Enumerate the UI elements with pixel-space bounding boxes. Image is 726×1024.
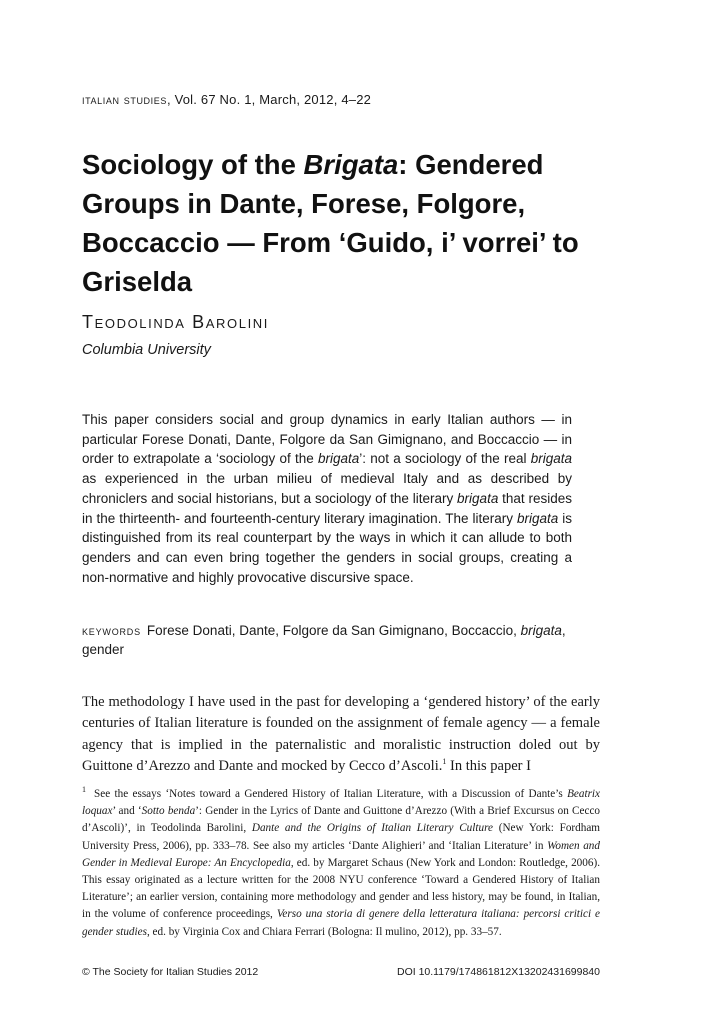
copyright-notice: © The Society for Italian Studies 2012: [82, 966, 259, 978]
body-paragraph: The methodology I have used in the past for developing a ‘gendered history’ of the early centuries of Italian literature is founded on the assignment of female agency — a female agency that is implied in the paternalistic and moralistic instruction doled out by Guittone d’Arezzo and Dante and mocked by Cecco d’Ascoli.$^1$ In this paper I: [82, 694, 600, 774]
keywords-label: keywords: [82, 623, 141, 638]
article-title: Sociology of the Brigata: Gendered Groups in Dante, Forese, Folgore, Boccaccio — From ‘Guido, i’ vorrei’ to Griselda: [82, 149, 579, 297]
footnote-reference[interactable]: 1: [442, 757, 447, 767]
title-italic-word: Brigata: [303, 149, 399, 180]
author-affiliation: Columbia University: [82, 342, 211, 358]
author-name: Teodolinda Barolini: [82, 312, 269, 332]
journal-name: italian studies: [82, 92, 167, 107]
footnote-marker: 1: [82, 785, 86, 795]
doi: DOI 10.1179/174861812X13202431699840: [397, 966, 600, 978]
footnote-1: $^1$ See the essays ‘Notes toward a Gendered History of Italian Literature, with a Discussion of Dante’s Beatrix loquax’ and ‘Sotto benda’: Gender in the Lyrics of Dante and Guittone d’Arezzo (With a Brief Excursus on Cecco d’Ascoli)’, in Teodolinda Barolini, Dante and the Origins of Italian Literary Culture (New York: Fordham University Press, 2006), pp. 333–78. See also my articles ‘Dante Alighieri’ and ‘Italian Literature’ in Women and Gender in Medieval Europe: An Encyclopedia, ed. by Margaret Schaus (New York and London: Routledge, 2006). This essay originated as a lecture written for the 2008 NYU conference ‘Toward a Gendered History of Italian Literature’; an earlier version, containing more methodology and gender and less history, may be found, in Italian, in the volume of conference proceedings, Verso una storia di genere della letteratura italiana: percorsi critici e gender studies, ed. by Virginia Cox and Chiara Ferrari (Bologna: Il mulino, 2012), pp. 33–57.: [82, 785, 601, 938]
citation-details: , Vol. 67 No. 1, March, 2012, 4–22: [166, 92, 372, 107]
journal-citation: [82, 92, 371, 107]
keywords: keywords Forese Donati, Dante, Folgore da San Gimignano, Boccaccio, brigata, gender: [82, 623, 566, 657]
abstract: This paper considers social and group dynamics in early Italian authors — in particular Forese Donati, Dante, Folgore da San Gimignano, and Boccaccio — in order to extrapolate a ‘sociology of the brigata’: not a sociology of the real brigata as experienced in the urban milieu of medieval Italy and as described by chroniclers and social historians, but a sociology of the literary brigata that resides in the thirteenth- and fourteenth-century literary imagination. The literary brigata is distinguished from its real counterpart by the ways in which it can allude to both genders and can even bring together the genders in social groups, creating a non-normative and highly provocative discursive space.: [82, 412, 572, 585]
